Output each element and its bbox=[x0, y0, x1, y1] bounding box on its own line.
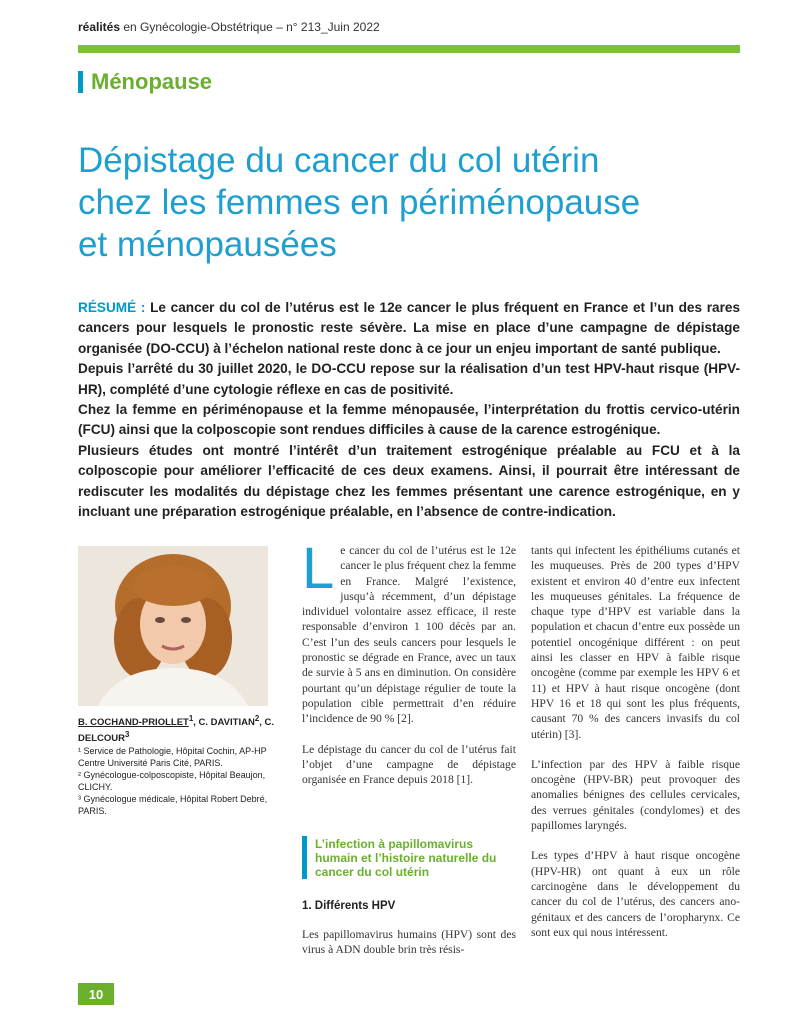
affiliation-2: ² Gynécologue-colposcopiste, Hôpital Beaujon, CLICHY. bbox=[78, 770, 266, 792]
author-portrait-icon bbox=[78, 546, 268, 706]
journal-issue: en Gynécologie-Obstétrique – n° 213_Juin 2022 bbox=[120, 20, 380, 34]
campaign-paragraph: Le dépistage du cancer du col de l’utérus fait l’objet d’une campagne de dépistage organisée en France depuis 2018 [1]. bbox=[302, 742, 516, 787]
abstract-p1 bbox=[78, 298, 740, 359]
section-bar bbox=[78, 71, 83, 93]
author-names: B. COCHAND-PRIOLLET$^1$, C. DAVITIAN$^2$, C. DELCOUR$^3$ bbox=[78, 714, 274, 745]
affiliation-1: ¹ Service de Pathologie, Hôpital Cochin, AP-HP Centre Université Paris Cité, PARIS. bbox=[78, 746, 267, 768]
author-photo bbox=[78, 546, 268, 706]
body-column-1 bbox=[302, 536, 517, 802]
abstract-p4: Plusieurs études ont montré l’intérêt d’un traitement estrogénique préalable au FCU et à la colposcopie pour améliorer l’efficacité de ces deux examens. Ainsi, il pourrait être intéressant de rediscuter les modalités du dépistage chez les femmes présentant une carence estrogénique, en y incluant une préparation estrogénique préalable, en l’absence de contre-indication. bbox=[78, 442, 740, 520]
author-3: , C. DELCOUR bbox=[78, 717, 274, 745]
hpv-types-paragraph: tants qui infectent les épithéliums cutanés et les muqueuses. Près de 200 types d’HPV existent et environ 40 d’entre eux infectent les muqueuses génitales. La fréquence de chaque type d’HPV est variable dans la population et chacun d’entre eux possède un potentiel oncogénique différent : on peut ainsi les classer en HPV à faible risque oncogène (comme par exemple les HPV 6 et 11) et HPV à haut risque oncogène (dont HPV 16 et 18 qui sont les plus fréquents, causant 70 % des cancers invasifs du col utérin) [3]. bbox=[531, 544, 740, 741]
header-rule bbox=[78, 45, 740, 53]
section-heading bbox=[78, 68, 212, 96]
author-2: , C. DAVITIAN bbox=[193, 717, 255, 729]
title-line-2: chez les femmes en périménopause bbox=[78, 183, 641, 222]
body-column-1-bottom bbox=[302, 927, 516, 973]
abstract-keyword: RÉSUMÉ : bbox=[78, 300, 146, 315]
journal-brand: réalités bbox=[78, 20, 121, 34]
abstract-p2: Depuis l’arrêté du 30 juillet 2020, le DO-CCU repose sur la réalisation d’un test HPV-haut risque (HPV-HR), complété d’une cytologie réflexe en cas de positivité. bbox=[78, 361, 740, 397]
hpv-br-paragraph: L’infection par des HPV à faible risque oncogène (HPV-BR) peut provoquer des anomalies bénignes des cellules cervicales, des verrues génitales (condylomes) et des papillomes laryngés. bbox=[531, 757, 740, 833]
author-block bbox=[78, 713, 278, 817]
subsection-bar bbox=[302, 836, 307, 879]
body-column-2 bbox=[531, 543, 740, 955]
hpv-hr-paragraph: Les types d’HPV à haut risque oncogène (HPV-HR) ont quant à eux un rôle carcinogène dans le développement du cancer du col de l’utérus, des cancers ano-génitaux et des cancers de l’oropharynx. Ce sont eux qui nous intéressent. bbox=[531, 849, 740, 939]
intro-paragraph bbox=[302, 536, 517, 727]
subsection-heading bbox=[302, 836, 516, 879]
running-header bbox=[78, 20, 380, 34]
abstract bbox=[78, 298, 740, 522]
article-title bbox=[78, 140, 738, 266]
drop-cap: L bbox=[302, 536, 335, 601]
intro-text: e cancer du col de l’utérus est le 12e cancer le plus fréquent chez la femme en France. Malgré l’existence, jusqu’à récemment, d’un dépistage individuel volontaire assez efficace, il reste responsable d’environ 1 100 décès par an. C’est l’un des seuls cancers pour lesquels le pronostic se dégrade en France, avec un taux de survie à 5 ans en diminution. On considère pourtant qu’un dépistage régulier de toute la population cible permettrait d’en réduire l’incidence de 90 % [2]. bbox=[302, 544, 517, 726]
section-label: Ménopause bbox=[91, 69, 213, 94]
hpv-paragraph-start: Les papillomavirus humains (HPV) sont des virus à ADN double brin très résis- bbox=[302, 928, 516, 957]
abstract-p1-text: Le cancer du col de l’utérus est le 12e cancer le plus fréquent en France et l’un des rares cancers pour lesquels le pronostic reste sévère. La mise en place d’une campagne de dépistage organisée (DO-CCU) à l’échelon national reste donc à ce jour un enjeu important de santé publique. bbox=[78, 300, 740, 356]
title-line-1: Dépistage du cancer du col utérin bbox=[78, 141, 600, 180]
title-line-3: et ménopausées bbox=[78, 225, 337, 264]
sub-subsection-title: 1. Différents HPV bbox=[302, 900, 396, 912]
abstract-p3: Chez la femme en périménopause et la femme ménopausée, l’interprétation du frottis cervico-utérin (FCU) ainsi que la colposcopie sont rendues difficiles à cause de la carence estrogénique. bbox=[78, 402, 740, 438]
author-1: B. COCHAND-PRIOLLET bbox=[78, 717, 189, 729]
affiliation-3: ³ Gynécologue médicale, Hôpital Robert Debré, PARIS. bbox=[78, 794, 268, 816]
page-number: 10 bbox=[78, 983, 114, 1005]
subsection-title: L’infection à papillomavirus humain et l’histoire naturelle du cancer du col utérin bbox=[315, 837, 497, 879]
